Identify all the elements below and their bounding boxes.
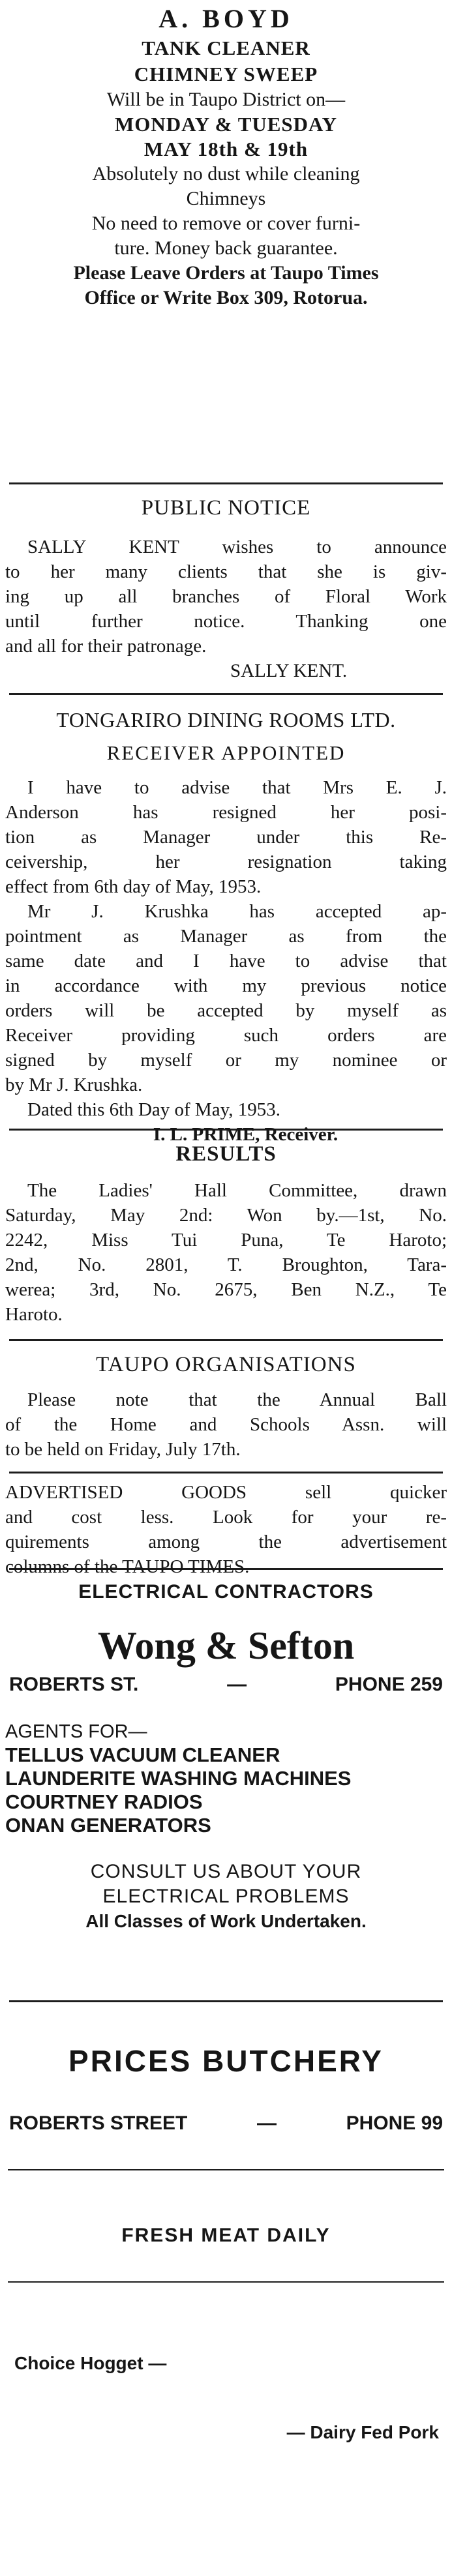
results-notice — [5, 1131, 447, 1339]
boyd-body — [5, 87, 447, 310]
tongariro-line: same date and I have to advise that — [5, 951, 447, 971]
tongariro-notice — [5, 695, 447, 1145]
tongariro-subheading: RECEIVER APPOINTED — [106, 741, 346, 764]
electrical-classes: All Classes of Work Undertaken. — [85, 1911, 367, 1931]
butchery-pork: — Dairy Fed Pork — [286, 2422, 439, 2442]
public-notice-line: to her many clients that she is giv- — [5, 561, 447, 582]
results-body — [5, 1178, 447, 1327]
boyd-line: Absolutely no dust while cleaning — [92, 163, 360, 185]
results-heading: RESULTS — [175, 1142, 277, 1166]
taupo-organisations-line: Please note that the Annual Ball — [27, 1389, 447, 1410]
tongariro-line: ceivership, her resignation taking — [5, 851, 447, 872]
public-notice-signature: SALLY KENT. — [230, 660, 348, 681]
agents-label: AGENTS FOR— — [5, 1721, 147, 1742]
tongariro-heading: TONGARIRO DINING ROOMS LTD. — [56, 708, 396, 732]
boyd-line: Office or Write Box 309, Rotorua. — [84, 287, 368, 308]
tongariro-line: Mr J. Krushka has accepted ap- — [27, 901, 447, 922]
boyd-line: Will be in Taupo District on— — [106, 89, 346, 110]
tongariro-line: pointment as Manager as from the — [5, 926, 447, 947]
advertised-goods-body — [5, 1480, 447, 1579]
tongariro-body — [5, 775, 447, 1147]
consult-line: ELECTRICAL PROBLEMS — [102, 1886, 350, 1907]
butchery-divider — [8, 2169, 444, 2170]
advertised-goods-line: ADVERTISED GOODS sell quicker — [5, 1482, 447, 1503]
tongariro-line: Anderson has resigned her posi- — [5, 802, 447, 823]
butchery-name: PRICES BUTCHERY — [68, 2044, 384, 2078]
boyd-line: Chimneys — [186, 188, 266, 209]
taupo-organisations-body — [5, 1387, 447, 1462]
butchery-hogget: Choice Hogget — — [14, 2353, 167, 2373]
advertised-goods-line: columns of the TAUPO TIMES. — [5, 1556, 250, 1577]
boyd-line: No need to remove or cover furni- — [91, 213, 361, 234]
boyd-name: A. BOYD — [158, 4, 294, 33]
tongariro-line: signed by myself or my nominee or — [5, 1050, 447, 1071]
results-line: 2242, Miss Tui Puna, Te Haroto; — [5, 1230, 447, 1251]
tongariro-line: tion as Manager under this Re- — [5, 827, 447, 848]
results-line: werea; 3rd, No. 2675, Ben N.Z., Te — [5, 1279, 447, 1300]
tongariro-line: effect from 6th day of May, 1953. — [5, 876, 262, 897]
butchery-address-row — [5, 2110, 447, 2137]
electrical-phone: PHONE 259 — [335, 1674, 443, 1695]
wong-sefton-name: Wong & Sefton — [97, 1624, 355, 1667]
tongariro-line: in accordance with my previous notice — [5, 975, 447, 996]
butchery-fresh-meat: FRESH MEAT DAILY — [121, 2225, 331, 2246]
public-notice-heading: PUBLIC NOTICE — [141, 496, 311, 520]
results-line: The Ladies' Hall Committee, drawn — [27, 1180, 447, 1201]
butchery-phone: PHONE 99 — [346, 2112, 443, 2134]
butchery-divider — [8, 2281, 444, 2283]
butchery-street: ROBERTS STREET — [9, 2112, 188, 2134]
electrical-street: ROBERTS ST. — [9, 1674, 139, 1695]
electrical-address-row — [5, 1672, 447, 1698]
boyd-tagline-tank: TANK CLEANER — [142, 37, 310, 59]
public-notice-line: SALLY KENT wishes to announce — [27, 537, 447, 557]
electrical-dash: — — [227, 1674, 247, 1695]
consult-line: CONSULT US ABOUT YOUR — [90, 1861, 362, 1882]
public-notice-body — [5, 535, 447, 683]
public-notice — [5, 484, 447, 693]
agent-item: ONAN GENERATORS — [5, 1814, 211, 1837]
boyd-line: MAY 18th & 19th — [143, 138, 309, 160]
butchery-dash: — — [256, 2112, 277, 2134]
wong-sefton-advertisement — [5, 1570, 447, 2000]
tongariro-line: I have to advise that Mrs E. J. — [27, 777, 447, 798]
results-line: Saturday, May 2nd: Won by.—1st, No. — [5, 1205, 447, 1226]
public-notice-line: until further notice. Thanking one — [5, 611, 447, 632]
taupo-organisations-line: of the Home and Schools Assn. will — [5, 1414, 447, 1435]
boyd-line: MONDAY & TUESDAY — [115, 113, 337, 136]
taupo-organisations-notice — [5, 1341, 447, 1472]
prices-butchery-advertisement — [5, 2002, 447, 2576]
results-line: Haroto. — [5, 1304, 63, 1325]
electrical-agents — [5, 1720, 447, 1837]
tongariro-line: Dated this 6th Day of May, 1953. — [27, 1099, 280, 1120]
tongariro-signature: I. L. PRIME, Receiver. — [153, 1124, 339, 1145]
public-notice-line: ing up all branches of Floral Work — [5, 586, 447, 607]
results-line: 2nd, No. 2801, T. Broughton, Tara- — [5, 1254, 447, 1275]
boyd-line: ture. Money back guarantee. — [114, 237, 338, 259]
boyd-line: Please Leave Orders at Taupo Times — [73, 262, 379, 284]
taupo-organisations-heading: TAUPO ORGANISATIONS — [96, 1353, 356, 1376]
tongariro-line: orders will be accepted by myself as — [5, 1000, 447, 1021]
boyd-tagline-chimney: CHIMNEY SWEEP — [134, 63, 318, 85]
agent-item: COURTNEY RADIOS — [5, 1790, 203, 1813]
tongariro-line: by Mr J. Krushka. — [5, 1074, 143, 1095]
boyd-advertisement — [5, 0, 447, 482]
tongariro-line: Receiver providing such orders are — [5, 1025, 447, 1046]
agent-item: LAUNDERITE WASHING MACHINES — [5, 1767, 352, 1790]
electrical-contractors-heading: ELECTRICAL CONTRACTORS — [78, 1581, 374, 1603]
taupo-organisations-line: to be held on Friday, July 17th. — [5, 1439, 241, 1460]
advertised-goods-line: and cost less. Look for your re- — [5, 1507, 447, 1528]
electrical-consult — [5, 1859, 447, 1909]
advertised-goods-notice — [5, 1473, 447, 1577]
agent-item: TELLUS VACUUM CLEANER — [5, 1743, 280, 1766]
public-notice-line: and all for their patronage. — [5, 636, 207, 657]
advertised-goods-line: quirements among the advertisement — [5, 1532, 447, 1552]
